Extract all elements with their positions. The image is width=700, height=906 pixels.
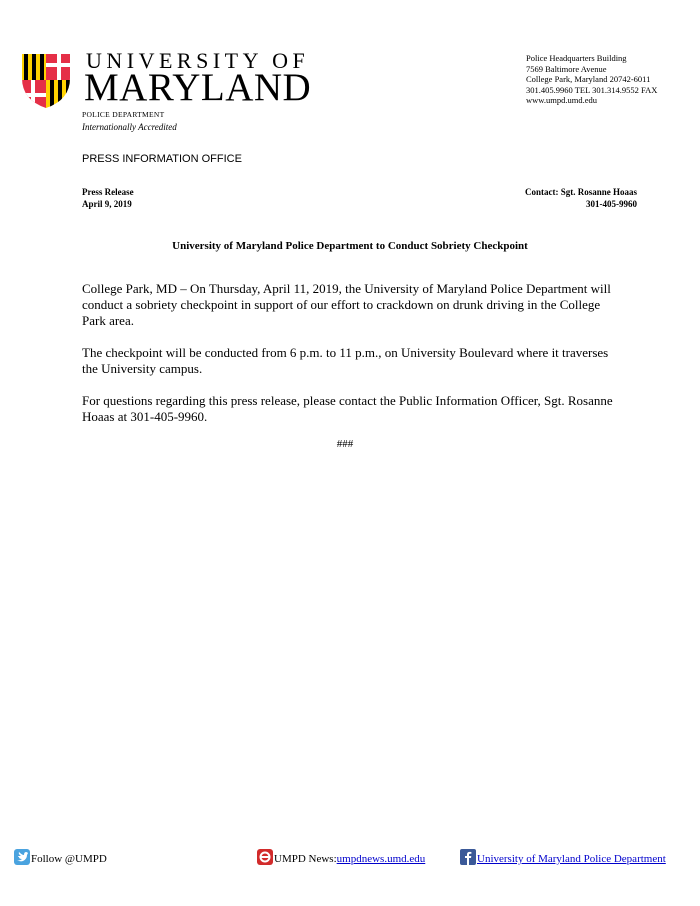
address-line: 7569 Baltimore Avenue [526, 63, 607, 74]
contact-name: Contact: Sgt. Rosanne Hoaas [524, 187, 637, 197]
website-text: www.umpd.umd.edu [526, 95, 597, 105]
news-label: UMPD News: [274, 853, 337, 865]
address-line: College Park, Maryland 20742-6011 [526, 74, 651, 84]
contact-phone: 301-405-9960 [586, 199, 637, 209]
address-line: Police Headquarters Building [526, 53, 627, 63]
release-type: Press Release [82, 187, 134, 197]
news-link[interactable]: umpdnews.umd.edu [336, 853, 426, 865]
address-line: 301.405.9960 TEL 301.314.9552 FAX [526, 84, 658, 95]
body-paragraph: The checkpoint will be conducted from 6 p.m. to 11 p.m., on University Boulevard where it traverses the University campus. [82, 345, 609, 376]
footer-facebook[interactable] [460, 845, 666, 865]
press-release-headline: University of Maryland Police Department to Conduct Sobriety Checkpoint [172, 240, 528, 252]
contact-info [525, 186, 637, 210]
release-info [82, 186, 134, 210]
end-mark: ### [336, 438, 354, 450]
twitter-text: Follow @UMPD [31, 853, 107, 865]
facebook-icon [460, 849, 476, 865]
address-block [526, 53, 657, 106]
body-paragraph: For questions regarding this press release, please contact the Public Information Officer, Sgt. Rosanne Hoaas at 301-405-9960. [82, 393, 613, 424]
university-name-line2: MARYLAND [84, 66, 312, 109]
footer-news[interactable] [257, 845, 425, 865]
accreditation-text: Internationally Accredited [82, 122, 177, 132]
body-paragraph: College Park, MD – On Thursday, April 11, 2019, the University of Maryland Police Department will conduct a sobriety checkpoint in support of our effort to crackdown on drunk driving in the College Park area. [82, 281, 611, 328]
university-name-line1: UNIVERSITY OF [86, 48, 310, 73]
office-title: PRESS INFORMATION OFFICE [82, 153, 242, 165]
release-date: April 9, 2019 [82, 199, 132, 209]
footer-twitter[interactable] [14, 845, 107, 865]
news-icon [257, 849, 273, 865]
maryland-flag-logo [20, 50, 72, 110]
twitter-icon [14, 849, 30, 865]
department-name: POLICE DEPARTMENT [82, 110, 165, 119]
facebook-link[interactable]: University of Maryland Police Department [477, 853, 666, 865]
